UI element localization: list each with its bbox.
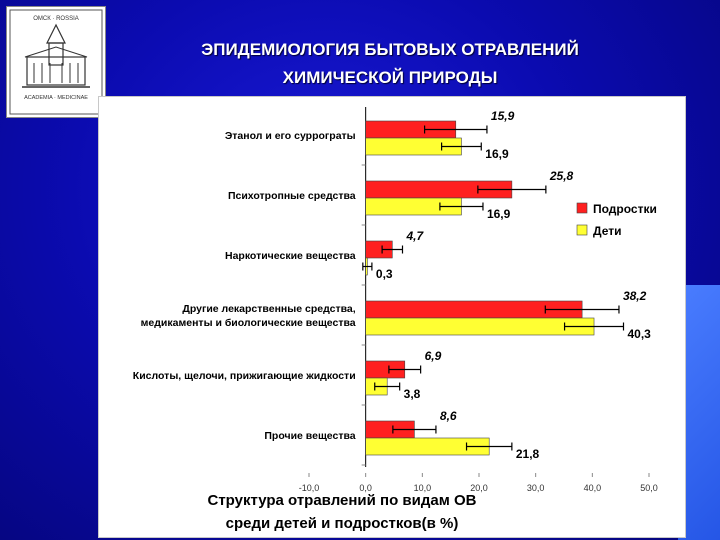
x-tick-label: 40,0 bbox=[583, 483, 602, 493]
legend-label: Подростки bbox=[593, 202, 657, 216]
x-tick-label: 20,0 bbox=[470, 483, 488, 493]
x-tick-label: 0,0 bbox=[359, 483, 372, 493]
value-label-children: 40,3 bbox=[627, 327, 651, 341]
category-label: Кислоты, щелочи, прижигающие жидкости bbox=[132, 370, 356, 382]
academy-building-emblem-icon bbox=[7, 7, 105, 117]
x-tick-label: 30,0 bbox=[526, 483, 545, 493]
value-label-children: 16,9 bbox=[486, 207, 511, 221]
category-label: Психотропные средства bbox=[227, 190, 356, 202]
value-label-teens: 15,9 bbox=[490, 109, 515, 123]
bar-children bbox=[366, 318, 594, 335]
chart-caption-line2: среди детей и подростков(в %) bbox=[225, 515, 459, 532]
logo-text-bottom: ACADEMIA · MEDICINAE bbox=[24, 95, 88, 101]
value-label-teens: 8,6 bbox=[439, 409, 457, 423]
x-tick-label: 10,0 bbox=[413, 483, 432, 493]
value-label-teens: 38,2 bbox=[622, 289, 647, 303]
legend-swatch bbox=[577, 225, 587, 235]
x-tick-label: 50,0 bbox=[640, 483, 658, 493]
value-label-children: 0,3 bbox=[375, 267, 393, 281]
value-label-children: 21,8 bbox=[515, 447, 540, 461]
slide-title-line1: ЭПИДЕМИОЛОГИЯ БЫТОВЫХ ОТРАВЛЕНИЙ bbox=[201, 40, 579, 59]
category-label: Наркотические вещества bbox=[224, 250, 356, 262]
category-label: Этанол и его суррограты bbox=[224, 130, 356, 142]
value-label-teens: 4,7 bbox=[406, 229, 424, 243]
academy-logo bbox=[6, 6, 106, 118]
x-tick-label: -10,0 bbox=[298, 483, 320, 493]
category-label: Прочие вещества bbox=[264, 430, 356, 442]
value-label-children: 16,9 bbox=[485, 147, 509, 161]
bar-chart bbox=[99, 97, 685, 537]
value-label-teens: 25,8 bbox=[549, 169, 574, 183]
chart-caption-line1: Структура отравлений по видам ОВ bbox=[207, 492, 477, 509]
legend-swatch bbox=[577, 203, 587, 213]
value-label-children: 3,8 bbox=[403, 387, 421, 401]
logo-text-top: ОМСК · ROSSIA bbox=[33, 16, 79, 22]
chart-panel bbox=[98, 96, 686, 538]
legend-label: Дети bbox=[593, 224, 622, 238]
value-label-teens: 6,9 bbox=[424, 349, 442, 363]
category-label: Другие лекарственные средства, медикаменты и биологические вещества bbox=[140, 303, 356, 329]
slide-title-line2: ХИМИЧЕСКОЙ ПРИРОДЫ bbox=[282, 68, 498, 87]
